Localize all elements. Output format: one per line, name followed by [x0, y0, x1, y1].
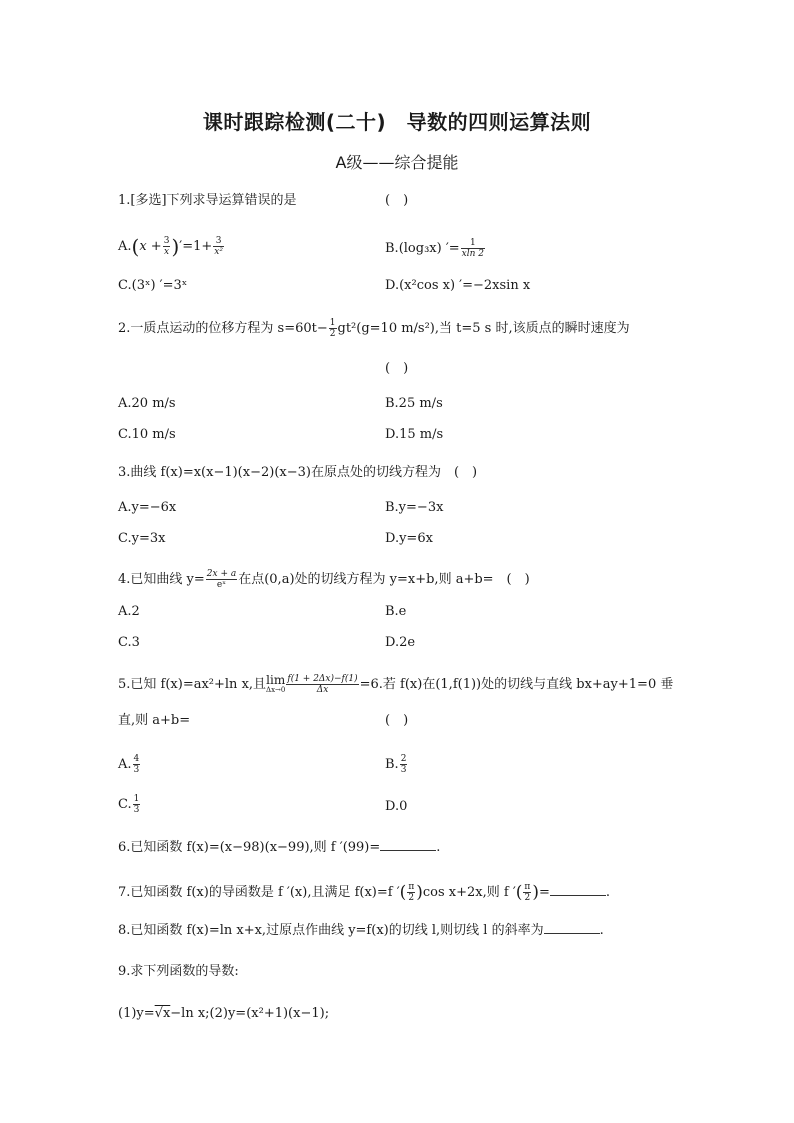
question-2-option-c: C.10 m/s: [118, 427, 176, 442]
question-1-option-c: C.(3ˣ) ′=3ˣ: [118, 278, 188, 293]
option-b-label: B.: [385, 757, 399, 772]
question-5-frac-num: f(1 + 2Δx)−f(1): [287, 674, 358, 684]
limit-subscript: Δx→0: [266, 685, 286, 694]
question-2-frac-den: 2: [329, 329, 336, 339]
question-9-line-post: −ln x;(2)y=(x²+1)(x−1);: [170, 1006, 330, 1021]
question-5-option-b: [385, 754, 408, 775]
question-4-stem-pre: 4.已知曲线 y=: [118, 572, 205, 587]
question-2-bracket: ( ): [385, 361, 409, 376]
pi-den-2: 2: [524, 893, 531, 903]
question-8-end: .: [599, 923, 604, 938]
question-8-text: 8.已知函数 f(x)=ln x+x,过原点作曲线 y=f(x)的切线 l,则切线 l 的斜率为: [118, 923, 544, 938]
question-4-frac-num: 2x + a: [206, 569, 237, 579]
question-7-stem-pre: 7.已知函数 f(x)的导函数是 f ′(x),且满足 f(x)=f ′: [118, 885, 400, 900]
question-5-option-a: [118, 754, 141, 775]
question-7-stem: 7.已知函数 f(x)的导函数是 f ′(x),且满足 f(x)=f ′( $\frac{\pi}{2}$ )cos x+2x,则 f ′( $\frac{\pi}{2}$ )= .: [118, 882, 611, 903]
question-2-stem-pre: 2.一质点运动的位移方程为 s=60t−: [118, 321, 328, 336]
option-c-label: C.: [118, 797, 132, 812]
question-3-option-d: D.y=6x: [385, 531, 433, 546]
question-1-option-a: A.(x + $\frac{3}{x}$ )′=1+ $\frac{3}{\text{x²}}$: [118, 234, 223, 259]
question-2-option-b: B.25 m/s: [385, 396, 443, 411]
question-4-option-c: C.3: [118, 635, 140, 650]
option-a-frac-num: 3: [163, 236, 170, 246]
sqrt-x: √x: [154, 1006, 171, 1021]
question-7-end: .: [605, 885, 611, 900]
question-7-stem-mid: cos x+2x,则 f ′: [422, 885, 516, 900]
limit-symbol: lim: [266, 672, 286, 687]
question-2-stem-post: gt²(g=10 m/s²),当 t=5 s 时,该质点的瞬时速度为: [337, 321, 630, 336]
question-4-stem-post: 在点(0,a)处的切线方程为 y=x+b,则 a+b= ( ): [238, 572, 530, 587]
option-b-frac-den: xln 2: [461, 249, 485, 259]
question-9-parts: [118, 1005, 329, 1023]
question-4-option-a: A.2: [118, 604, 140, 619]
option-c-den: 3: [133, 805, 140, 815]
option-b-label: B.: [385, 241, 399, 256]
question-3-option-b: B.y=−3x: [385, 500, 444, 515]
question-9-line-pre: (1)y=: [118, 1006, 155, 1021]
question-6-text: 6.已知函数 f(x)=(x−98)(x−99),则 f ′(99)=: [118, 840, 381, 855]
option-a-num: 4: [133, 754, 140, 764]
question-1-option-d: D.(x²cos x) ′=−2xsin x: [385, 278, 531, 293]
question-1-option-b: [385, 238, 486, 259]
question-5-frac-den: Δx: [316, 685, 329, 695]
option-a-label: A.: [118, 757, 132, 772]
pi-num-1: π: [408, 882, 415, 892]
question-4-frac-den: eˣ: [216, 580, 227, 590]
question-8-stem: [118, 921, 604, 940]
answer-blank[interactable]: [380, 838, 436, 851]
question-1-stem: 1.[多选]下列求导运算错误的是: [118, 193, 297, 208]
question-5-stem: [118, 674, 673, 695]
question-5-option-d: D.0: [385, 799, 408, 814]
option-c-num: 1: [133, 794, 140, 804]
question-2-frac-num: 1: [329, 318, 336, 328]
option-b-num: 2: [400, 754, 407, 764]
pi-den-1: 2: [408, 893, 415, 903]
option-a-rhs-den: x²: [214, 247, 223, 257]
option-a-rhs: ′=1+: [179, 239, 213, 254]
question-4-option-b: B.e: [385, 604, 407, 619]
question-3-option-c: C.y=3x: [118, 531, 166, 546]
question-5-stem-post: =6.若 f(x)在(1,f(1))处的切线与直线 bx+ay+1=0 垂: [359, 677, 674, 692]
question-6-stem: [118, 838, 440, 857]
option-b-frac-num: 1: [461, 238, 485, 249]
question-2-stem: [118, 318, 630, 339]
question-3-option-a: A.y=−6x: [118, 500, 177, 515]
option-b-den: 3: [400, 765, 407, 775]
option-a-expr: x +: [139, 239, 162, 254]
question-9-stem: 9.求下列函数的导数:: [118, 964, 239, 979]
question-2-option-a: A.20 m/s: [118, 396, 176, 411]
page-title: 课时跟踪检测(二十) 导数的四则运算法则: [202, 110, 592, 134]
question-4-option-d: D.2e: [385, 635, 416, 650]
option-b-expr: (log₃x) ′=: [398, 241, 460, 256]
question-7-stem-post: =: [538, 885, 550, 900]
question-5-bracket: ( ): [385, 713, 409, 728]
option-a-den: 3: [133, 765, 140, 775]
question-1-bracket: ( ): [385, 193, 409, 208]
option-a-label: A.: [118, 239, 132, 254]
question-5-stem-pre: 5.已知 f(x)=ax²+ln x,且: [118, 677, 267, 692]
question-5-stem-line-2: 直,则 a+b=: [118, 713, 191, 728]
section-subtitle: A级——综合提能: [335, 153, 459, 172]
option-a-frac-den: x: [164, 247, 170, 257]
question-6-end: .: [436, 840, 441, 855]
answer-blank[interactable]: [550, 883, 606, 896]
question-2-option-d: D.15 m/s: [385, 427, 444, 442]
pi-num-2: π: [524, 882, 531, 892]
question-3-stem: 3.曲线 f(x)=x(x−1)(x−2)(x−3)在原点处的切线方程为 ( ): [118, 465, 478, 480]
question-4-stem: [118, 569, 530, 590]
question-5-option-c: [118, 794, 141, 815]
answer-blank[interactable]: [544, 921, 600, 934]
option-a-rhs-num: 3: [213, 236, 224, 247]
